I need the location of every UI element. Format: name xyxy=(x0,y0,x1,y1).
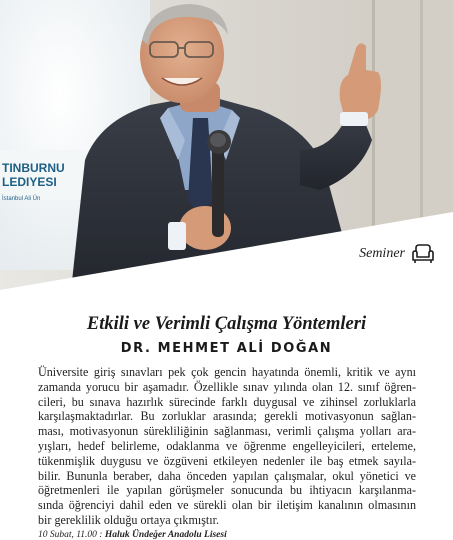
body-line: tükenmişlik duygusu ve özgüveni etkileyen nedenler ile baş etmek sayıla- xyxy=(38,453,416,468)
event-info xyxy=(38,530,227,540)
article-author: DR. MEHMET ALİ DOĞAN xyxy=(120,341,333,356)
banner-text-1: TINBURNU xyxy=(2,161,65,175)
article-body xyxy=(38,365,416,528)
body-line: yışları, hedef belirleme, odaklanma ve öğrenme engelleyicileri, erteleme, xyxy=(38,438,416,453)
body-line: bilir. Bununla beraber, daha önceden yapılan çalışmalar, okul yönetici ve xyxy=(38,468,416,483)
banner-text-2: LEDIYESI xyxy=(2,175,57,189)
section-label: Seminer xyxy=(359,246,405,261)
body-line: ması, motivasyonun sürekliliğinin sağlanması, verimli çalışma yolları ara- xyxy=(38,424,416,439)
body-line: bir gereklilik olduğu ortaya çıkmıştır. xyxy=(38,512,220,527)
armchair-icon xyxy=(411,243,435,265)
banner-text-small: İstanbul Ali Ün xyxy=(2,196,41,202)
body-line: Üniversite giriş sınavları pek çok gencin hayatında önemli, kritik ve aynı xyxy=(38,365,416,379)
body-line: karşılaşmaktadırlar. Bu zorluklar arasında; gerekli motivasyonun sağlan- xyxy=(38,409,416,424)
event-venue: Haluk Ündeğer Anadolu Lisesi xyxy=(104,530,227,540)
article-title: Etkili ve Verimli Çalışma Yöntemleri xyxy=(86,314,367,334)
event-date: 10 Subat, 11.00 : xyxy=(38,530,103,540)
body-line: zamanda yorucu bir aşamadır. Özellikle sınav yılında olan 12. sınıf öğren- xyxy=(38,379,416,394)
body-line: sında öğrenciyi dahil eden ve sürekli olan bir iletişim kanalının olmasının xyxy=(38,498,416,513)
section-tag xyxy=(359,243,435,265)
body-line: öğretmenleri ile yapılan görüşmeler sonucunda bu ihtiyacın karşılanma- xyxy=(38,483,416,498)
body-line: cileri, bu sınava hazırlık sürecinde farklı duygusal ve zihinsel zorluklarla xyxy=(38,394,416,409)
